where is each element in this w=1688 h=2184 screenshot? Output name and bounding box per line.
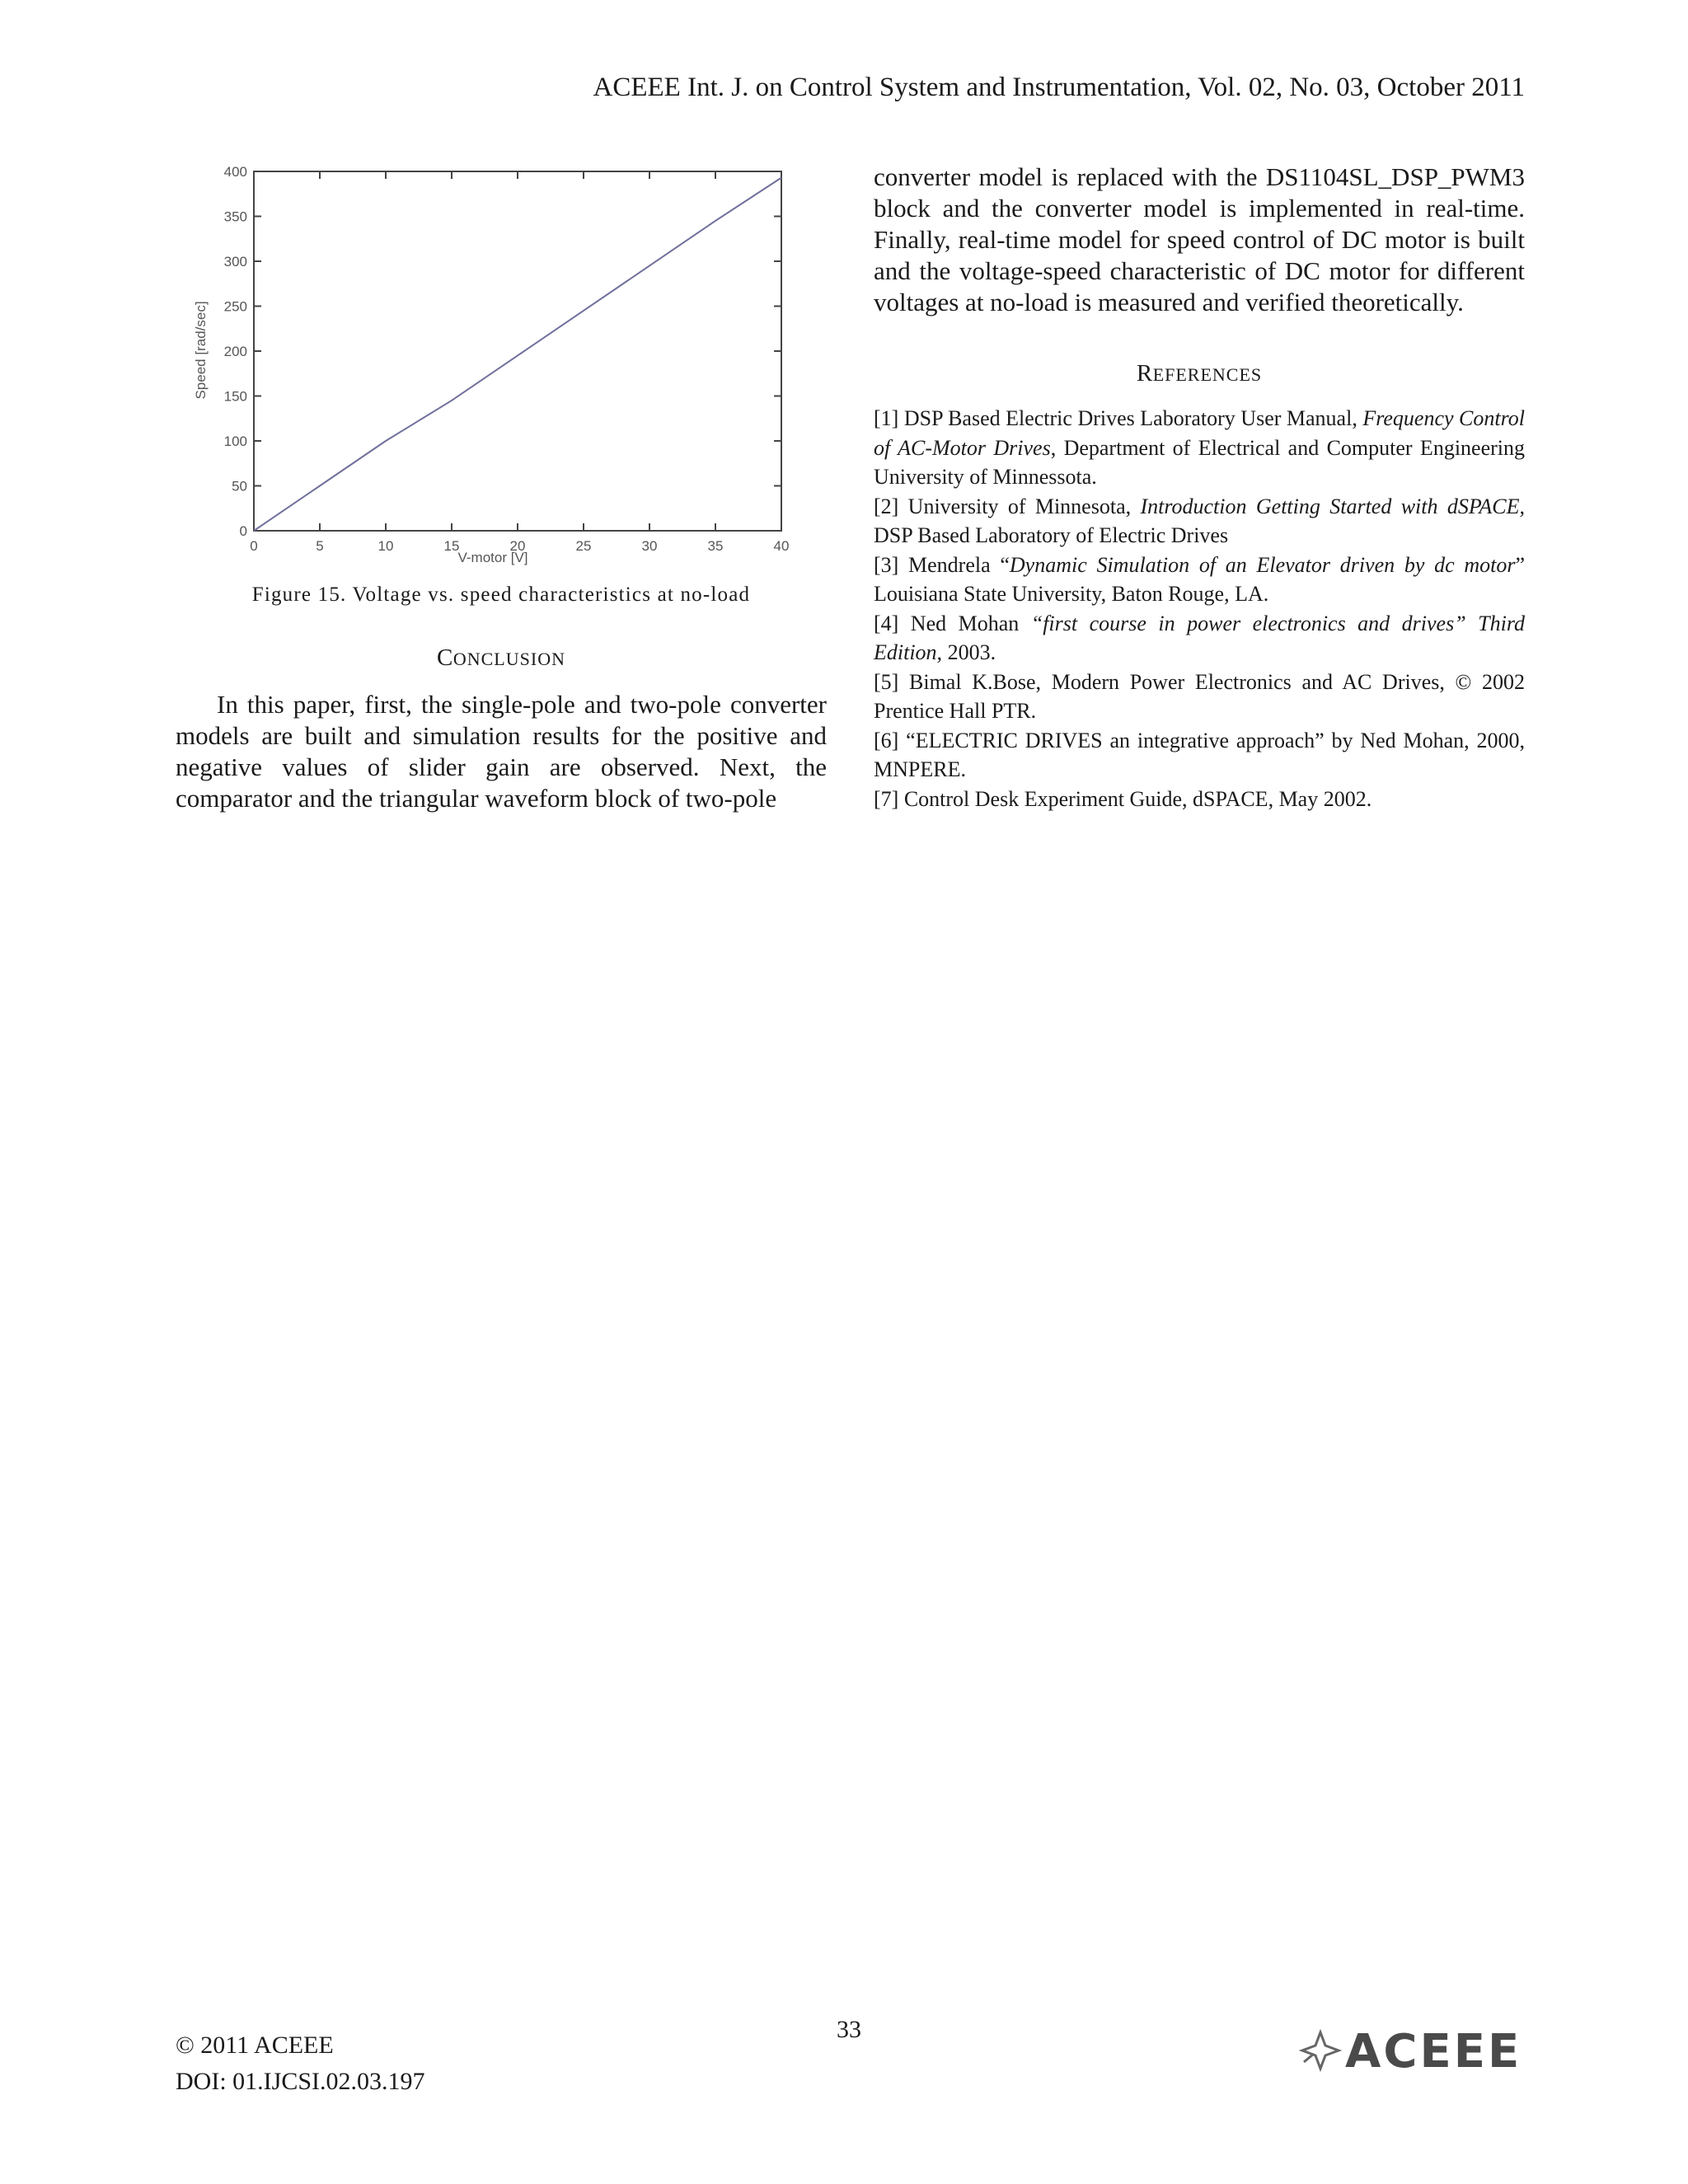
reference-text: [5] Bimal K.Bose, Modern Power Electronics and AC Drives, © 2002 Prentice Hall PTR. [874,669,1525,723]
logo-text: ACEEE [1345,2025,1522,2079]
page-number: 33 [837,2016,861,2043]
reference-item [874,609,1525,668]
x-tick-label: 20 [509,538,526,554]
reference-item [874,492,1525,551]
references-list [874,404,1525,813]
reference-item [874,551,1525,609]
conclusion-body: In this paper, first, the single-pole and two-pole converter models are built and simulation results for the positive and negative values of slider gain are observed. Next, the comparator and the triangular waveform block of two-pole [176,690,827,813]
figure-15-chart [185,157,812,577]
x-axis-label: V-motor [V] [457,550,528,565]
reference-item [874,404,1525,492]
reference-text: 2003. [942,640,996,664]
conclusion-heading [176,644,827,672]
doi-text: DOI: 01.IJCSI.02.03.197 [176,2068,425,2095]
x-tick-label: 25 [575,538,592,554]
y-tick-label: 150 [223,388,247,405]
x-tick-label: 0 [250,538,258,554]
x-tick-label: 15 [443,538,460,554]
y-tick-label: 250 [223,298,247,315]
reference-item [874,785,1525,814]
reference-item [874,726,1525,785]
reference-title: “first course in power electronics and drives” Third Edition, [874,611,1525,664]
references-heading [874,360,1525,387]
y-tick-label: 400 [223,164,247,180]
figure-caption: Figure 15. Voltage vs. speed characteristics at no-load [251,583,751,606]
chart-svg [185,157,812,577]
x-tick-label: 35 [707,538,724,554]
references-heading-initial: R [1136,360,1153,387]
star-icon [1302,2032,1339,2069]
y-tick-label: 50 [232,478,247,494]
copyright-text: © 2011 ACEEE [176,2032,334,2059]
reference-text: [3] Mendrela “ [874,552,1010,577]
reference-text: , Department of Electrical and Computer Engineering University of Minnessota. [874,435,1526,489]
reference-text: [7] Control Desk Experiment Guide, dSPACE, May 2002. [874,786,1372,811]
aceee-logo [1294,2021,1525,2079]
reference-text: ” Louisiana State University, Baton Rouge, LA. [874,552,1525,606]
y-tick-label: 300 [223,254,247,269]
reference-text: [1] DSP Based Electric Drives Laboratory User Manual, [874,406,1363,430]
y-tick-label: 100 [223,434,247,449]
reference-text: [4] Ned Mohan [874,611,1031,635]
reference-item [874,668,1525,726]
reference-title: Introduction Getting Started with dSPACE, [1140,494,1525,518]
reference-text: [2] University of Minnesota, [874,494,1141,518]
y-tick-label: 0 [239,523,247,539]
x-tick-label: 10 [377,538,394,554]
reference-title: Frequency Control of AC-Motor Drives [874,406,1525,460]
x-tick-label: 30 [641,538,658,554]
reference-text: [6] “ELECTRIC DRIVES an integrative approach” by Ned Mohan, 2000, MNPERE. [874,728,1525,781]
conclusion-heading-rest: ONCLUSION [452,649,565,669]
reference-text: DSP Based Laboratory of Electric Drives [874,523,1229,547]
conclusion-heading-initial: C [437,644,453,671]
footer-info [176,2027,425,2100]
y-tick-label: 200 [223,344,247,359]
reference-title: Dynamic Simulation of an Elevator driven by dc motor [1009,552,1516,577]
right-column-paragraph: converter model is replaced with the DS1104SL_DSP_PWM3 block and the converter model is implemented in real-time. Finally, real-time model for speed control of DC motor is built and the voltage-speed characteristic of DC motor for different voltages at no-load is measured and verified theoretically. [874,162,1525,316]
x-tick-label: 5 [316,538,324,554]
x-tick-label: 40 [773,538,790,554]
y-axis-label: Speed [rad/sec] [193,301,209,400]
y-tick-label: 350 [223,209,247,225]
references-heading-rest: EFERENCES [1152,364,1263,385]
journal-header: ACEEE Int. J. on Control System and Instrumentation, Vol. 02, No. 03, October 2011 [593,73,1525,102]
